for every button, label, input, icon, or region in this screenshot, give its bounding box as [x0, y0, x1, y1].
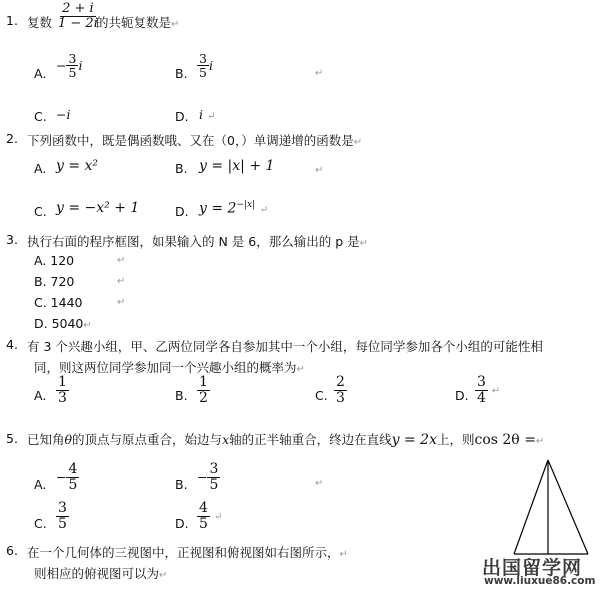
q1-option-c-value: −i	[56, 107, 71, 122]
q4-option-b-label: B.	[175, 388, 188, 403]
q2-option-d-value: $y = 2^{-|x|}$ ↵	[199, 200, 268, 217]
q1-option-b-value: $\frac{3}{5}$ i	[199, 51, 213, 81]
q1-tail: 的共轭复数是↵	[96, 15, 180, 30]
q3-number: 3.	[6, 232, 18, 247]
q4-option-b-value: $\frac{1}{2}$	[199, 374, 208, 406]
q1-option-d-value: i ↵	[199, 107, 216, 122]
watermark-url: www.liuxue86.com	[484, 575, 596, 587]
q2-text: 下列函数中，既是偶函数哦、又在（0，）单调递增的函数是↵	[27, 133, 363, 148]
q5-option-d-label: D.	[175, 516, 189, 531]
q3-text: 执行右面的程序框图，如果输入的 N 是 6，那么输出的 p 是↵	[27, 234, 368, 249]
q5-return-mark: ↵	[315, 478, 324, 489]
q6-line2: 则相应的俯视图可以为↵	[34, 566, 168, 581]
q5-option-c-value: $\frac{3}{5}$	[58, 500, 67, 532]
q2-option-a-label: A.	[34, 161, 47, 176]
q2-number: 2.	[6, 131, 18, 146]
q1-option-c-label: C.	[34, 109, 47, 124]
q3-return-mark-c: ↵	[117, 297, 126, 308]
q3-option-b: B. 720	[34, 274, 75, 289]
q2-return-mark: ↵	[315, 165, 324, 176]
q6-line1: 在一个几何体的三视图中，正视图和俯视图如右图所示，↵	[27, 545, 348, 560]
q5-option-b-label: B.	[175, 477, 188, 492]
q3-return-mark-a: ↵	[117, 255, 126, 266]
q2-option-b-value: y = |x| + 1	[199, 158, 275, 174]
q1-number: 1.	[6, 13, 18, 28]
q4-option-d-label: D.	[455, 388, 469, 403]
q2-option-b-label: B.	[175, 161, 188, 176]
q3-option-a: A. 120	[34, 253, 75, 268]
q1-frac-den: 1 − 2i	[58, 15, 98, 31]
watermark-logo-text: 出国留学网	[482, 557, 583, 579]
q4-option-a-value: $\frac{1}{3}$	[58, 374, 67, 406]
q4-option-d-value: $\frac{3}{4}$ ↵	[477, 374, 501, 406]
q1-option-b-label: B.	[175, 66, 188, 81]
q4-number: 4.	[6, 337, 18, 352]
q5-option-b-value: − $\frac{3}{5}$	[197, 461, 219, 493]
q4-line1: 有 3 个兴趣小组，甲、乙两位同学各自参加其中一个小组，每位同学参加各个小组的可能性相	[27, 339, 543, 354]
figure-right-edge	[548, 460, 588, 554]
q2-option-c-label: C.	[34, 204, 47, 219]
q1-option-a-value: − $\frac{3}{5}$ i	[56, 51, 83, 81]
q1-text: 复数	[27, 15, 53, 30]
q3-return-mark-b: ↵	[117, 276, 126, 287]
q1-option-d-label: D.	[175, 109, 189, 124]
q1-option-a-label: A.	[34, 66, 47, 81]
q5-number: 5.	[6, 431, 18, 446]
q2-option-d-label: D.	[175, 204, 189, 219]
q5-option-d-value: $\frac{4}{5}$ ↵	[199, 500, 223, 532]
q5-option-c-label: C.	[34, 516, 47, 531]
front-view-figure	[512, 458, 602, 558]
q2-option-c-value: y = −x² + 1	[56, 200, 140, 216]
q4-option-c-value: $\frac{2}{3}$	[336, 374, 345, 406]
q4-line2: 同，则这两位同学参加同一个兴趣小组的概率为↵	[34, 360, 305, 375]
q1-fraction	[56, 2, 100, 30]
q1-return-mark: ↵	[315, 68, 324, 79]
q1-frac-num: 2 + i	[62, 1, 94, 16]
q5-option-a-value: − $\frac{4}{5}$	[56, 461, 78, 493]
q6-number: 6.	[6, 543, 18, 558]
q5-text: 已知角θ的顶点与原点重合，始边与x轴的正半轴重合，终边在直线y = 2x上，则cos 2θ =↵	[27, 432, 545, 448]
q5-option-a-label: A.	[34, 477, 47, 492]
q3-option-d: D. 5040↵	[34, 316, 92, 331]
figure-left-edge	[514, 460, 548, 554]
q3-option-c: C. 1440	[34, 295, 83, 310]
q4-option-a-label: A.	[34, 388, 47, 403]
q4-option-c-label: C.	[315, 388, 328, 403]
q2-option-a-value: y = x²	[56, 158, 99, 174]
